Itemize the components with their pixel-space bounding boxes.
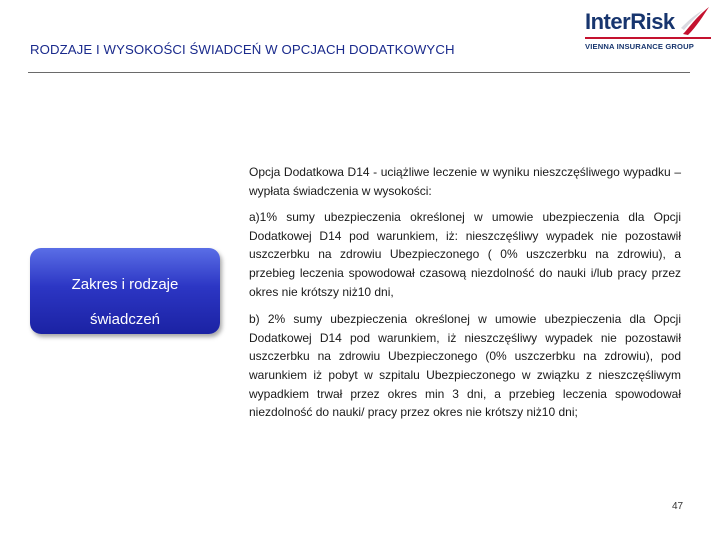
option-heading-rest: – wypłata świadczenia w wysokości: — [249, 165, 681, 198]
logo-wordmark — [585, 9, 675, 35]
section-label-line1: Zakres i rodzaje — [71, 276, 179, 293]
benefit-paragraph-b: b) 2% sumy ubezpieczenia określonej w umowie ubezpieczenia dla Opcji Dodatkowej D14 pod warunkiem, iż nieszczęśliwy wypadek nie pozostawił uszczerbku na zdrowiu Ubezpieczonego (0% uszczerbku na zdrowiu), pod warunkiem iż pobyt w szpitalu Ubezpieczonego w związku z nieszczęśliwym wypadkiem trwał przez okres min 3 dni, a przebieg leczenia spowodował niezdolność do nauki/ pracy przez okres nie krótszy niż10 dni; — [249, 312, 681, 420]
option-heading — [249, 163, 681, 200]
interrisk-logo — [584, 3, 712, 57]
option-heading-bold: Opcja Dodatkowa D14 - uciążliwe leczenie w wyniku nieszczęśliwego wypadku — [249, 165, 671, 179]
logo-wordmark-inter: Inter — [585, 9, 631, 34]
content-text — [249, 163, 681, 422]
logo-swoosh-icon — [679, 4, 712, 38]
section-label-line2: świadczeń — [89, 311, 161, 328]
logo-red-rule — [585, 37, 711, 39]
benefit-paragraph-a: a)1% sumy ubezpieczenia określonej w umowie ubezpieczenia dla Opcji Dodatkowej D14 pod warunkiem, iż: nieszczęśliwy wypadek nie pozostawił uszczerbku na zdrowiu Ubezpieczonego ( 0% uszczerbku na zdrowiu), a przebieg leczenia spowodował czasową niezdolność do nauki i/lub pracy przez okres nie krótszy niż10 dni, — [249, 210, 681, 299]
page-title: RODZAJE I WYSOKOŚCI ŚWIADCEŃ W OPCJACH DODATKOWYCH — [30, 42, 455, 57]
section-label-box — [30, 248, 220, 334]
page-number: 47 — [672, 501, 684, 512]
logo-tagline: VIENNA INSURANCE GROUP — [585, 42, 694, 51]
logo-wordmark-risk: Risk — [630, 9, 675, 34]
title-divider — [28, 72, 690, 73]
